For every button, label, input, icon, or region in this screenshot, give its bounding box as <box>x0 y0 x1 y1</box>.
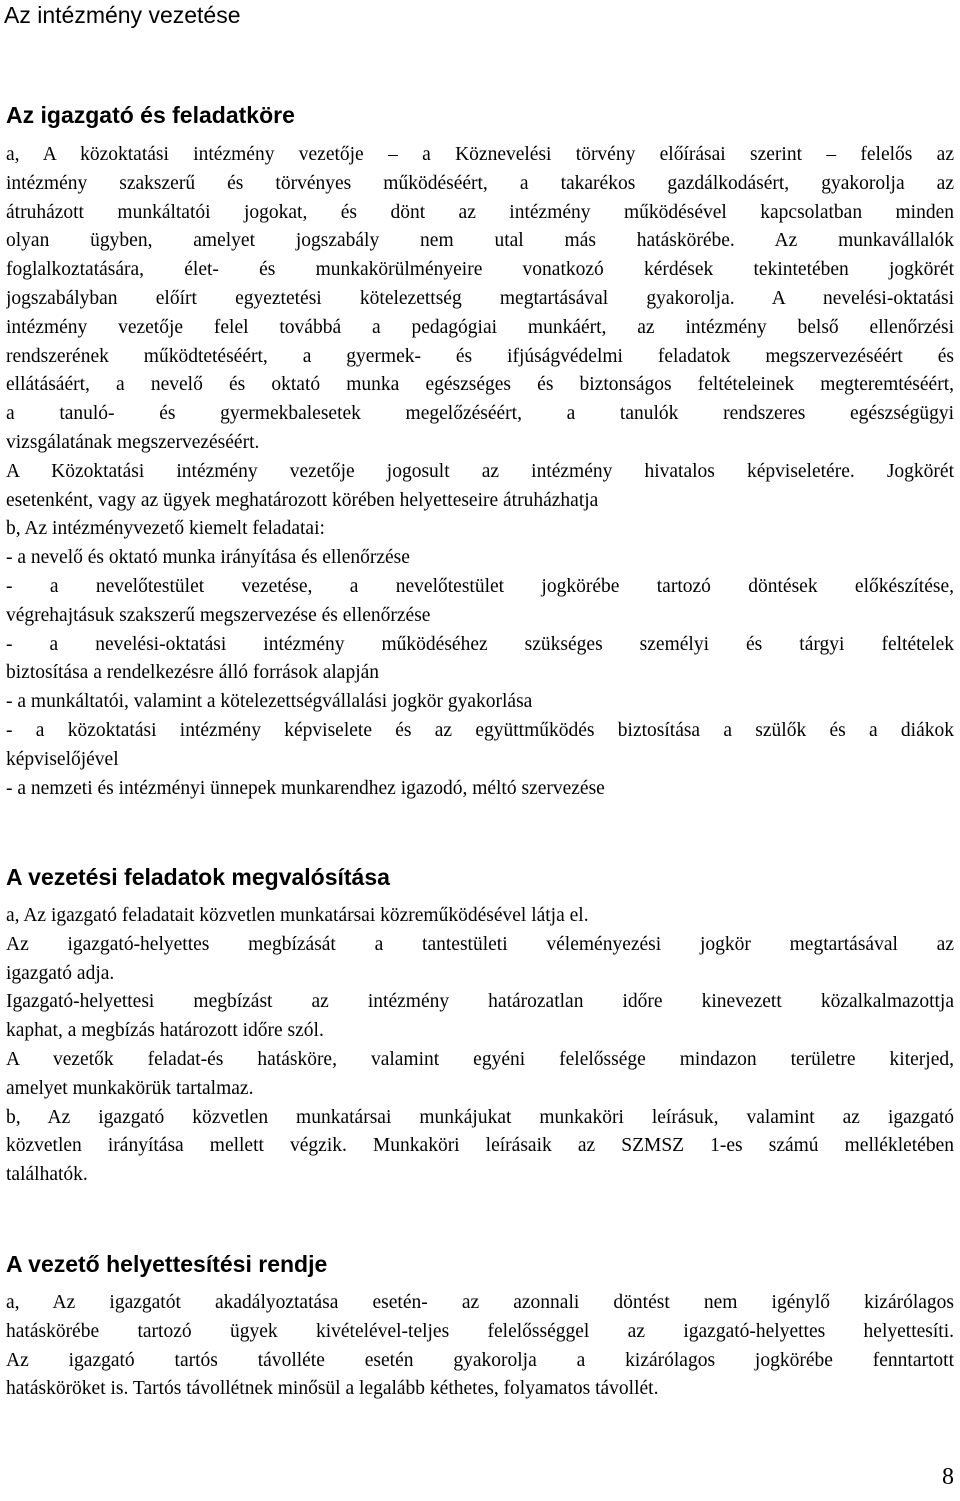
page-number: 8 <box>942 1464 954 1490</box>
text-line: biztosítása a rendelkezésre álló források alapján <box>6 662 380 684</box>
text-line: intézmény szakszerű és törvényes működéséért, a takarékos gazdálkodásért, gyakorolja az <box>6 172 954 194</box>
text-line: - a közoktatási intézmény képviselete és az együttműködés biztosítása a szülők és a diákok <box>6 720 954 741</box>
text-line: jogszabályban előírt egyeztetési kötelezettség megtartásával gyakorolja. A nevelési-oktatási <box>6 288 954 309</box>
text-line: vizsgálatának megszervezéséért. <box>6 432 260 453</box>
text-line: Igazgató-helyettesi megbízást az intézmény határozatlan időre kinevezett közalkalmazottja <box>6 991 954 1013</box>
text-line: találhatók. <box>6 1164 88 1186</box>
text-line: - a nevelő és oktató munka irányítása és ellenőrzése <box>6 547 410 569</box>
text-line: Az igazgató-helyettes megbízását a tantestületi véleményezési jogkör megtartásával az <box>6 933 954 955</box>
text-line: amelyet munkakörük tartalmaz. <box>6 1077 254 1099</box>
text-line: átruházott munkáltatói jogokat, és dönt az intézmény működésével kapcsolatban minden <box>6 201 954 223</box>
text-line: esetenként, vagy az ügyek meghatározott körében helyetteseire átruházhatja <box>6 489 599 511</box>
text-line: igazgató adja. <box>6 962 115 984</box>
text-line: végrehajtásuk szakszerű megszervezése és ellenőrzése <box>6 604 431 626</box>
text-line: olyan ügyben, amelyet jogszabály nem utal más hatáskörébe. Az munkavállalók <box>6 230 954 252</box>
text-line: Az igazgató tartós távolléte esetén gyakorolja a kizárólagos jogkörébe fenntartott <box>6 1349 954 1371</box>
text-line: a, Az igazgató feladatait közvetlen munkatársai közreműködésével látja el. <box>6 905 589 926</box>
text-line: foglalkoztatására, élet- és munkakörülményeire vonatkozó kérdések tekintetében jogkörét <box>6 259 954 281</box>
document-title: Az intézmény vezetése <box>4 2 241 28</box>
text-line: ellátásáért, a nevelő és oktató munka egészséges és biztonságos feltételeinek megteremtéséért, <box>6 374 954 396</box>
text-line: - a munkáltatói, valamint a kötelezettségvállalási jogkör gyakorlása <box>6 691 533 713</box>
text-line: b, Az igazgató közvetlen munkatársai munkájukat munkaköri leírásuk, valamint az igazgató <box>6 1106 954 1128</box>
text-line: közvetlen irányítása mellett végzik. Munkaköri leírásaik az SZMSZ 1-es számú mellékletében <box>6 1135 954 1157</box>
text-line: hatásköröket is. Tartós távollétnek minősül a legalább kéthetes, folyamatos távollét. <box>6 1378 659 1400</box>
text-line: hatáskörébe tartozó ügyek kivételével-teljes felelősséggel az igazgató-helyettes helyettesíti. <box>6 1320 954 1342</box>
text-line: képviselőjével <box>6 748 119 770</box>
text-line: b, Az intézményvezető kiemelt feladatai: <box>6 518 325 540</box>
text-line: - a nemzeti és intézményi ünnepek munkarendhez igazodó, méltó szervezése <box>6 777 605 799</box>
text-line: - a nevelőtestület vezetése, a nevelőtestület jogkörébe tartozó döntések előkészítése, <box>6 576 954 597</box>
section-heading: A vezetési feladatok megvalósítása <box>6 864 390 890</box>
text-line: rendszerének működtetéséért, a gyermek- és ifjúságvédelmi feladatok megszervezéséért és <box>6 345 954 367</box>
text-line: A Közoktatási intézmény vezetője jogosult az intézmény hivatalos képviseletére. Jogkörét <box>6 460 954 482</box>
text-line: kaphat, a megbízás határozott időre szól. <box>6 1020 324 1042</box>
text-line: intézmény vezetője felel továbbá a pedagógiai munkáért, az intézmény belső ellenőrzési <box>6 316 954 338</box>
text-line: - a nevelési-oktatási intézmény működéséhez szükséges személyi és tárgyi feltételek <box>6 633 954 655</box>
text-line: A vezetők feladat-és hatásköre, valamint egyéni felelőssége mindazon területre kiterjed, <box>6 1049 954 1070</box>
section-heading: Az igazgató és feladatköre <box>6 102 295 128</box>
text-line: a, A közoktatási intézmény vezetője – a Köznevelési törvény előírásai szerint – felelős az <box>6 144 954 165</box>
section-heading: A vezető helyettesítési rendje <box>6 1251 328 1277</box>
text-line: a, Az igazgatót akadályoztatása esetén- az azonnali döntést nem igénylő kizárólagos <box>6 1292 954 1313</box>
text-line: a tanuló- és gyermekbalesetek megelőzéséért, a tanulók rendszeres egészségügyi <box>6 403 954 425</box>
